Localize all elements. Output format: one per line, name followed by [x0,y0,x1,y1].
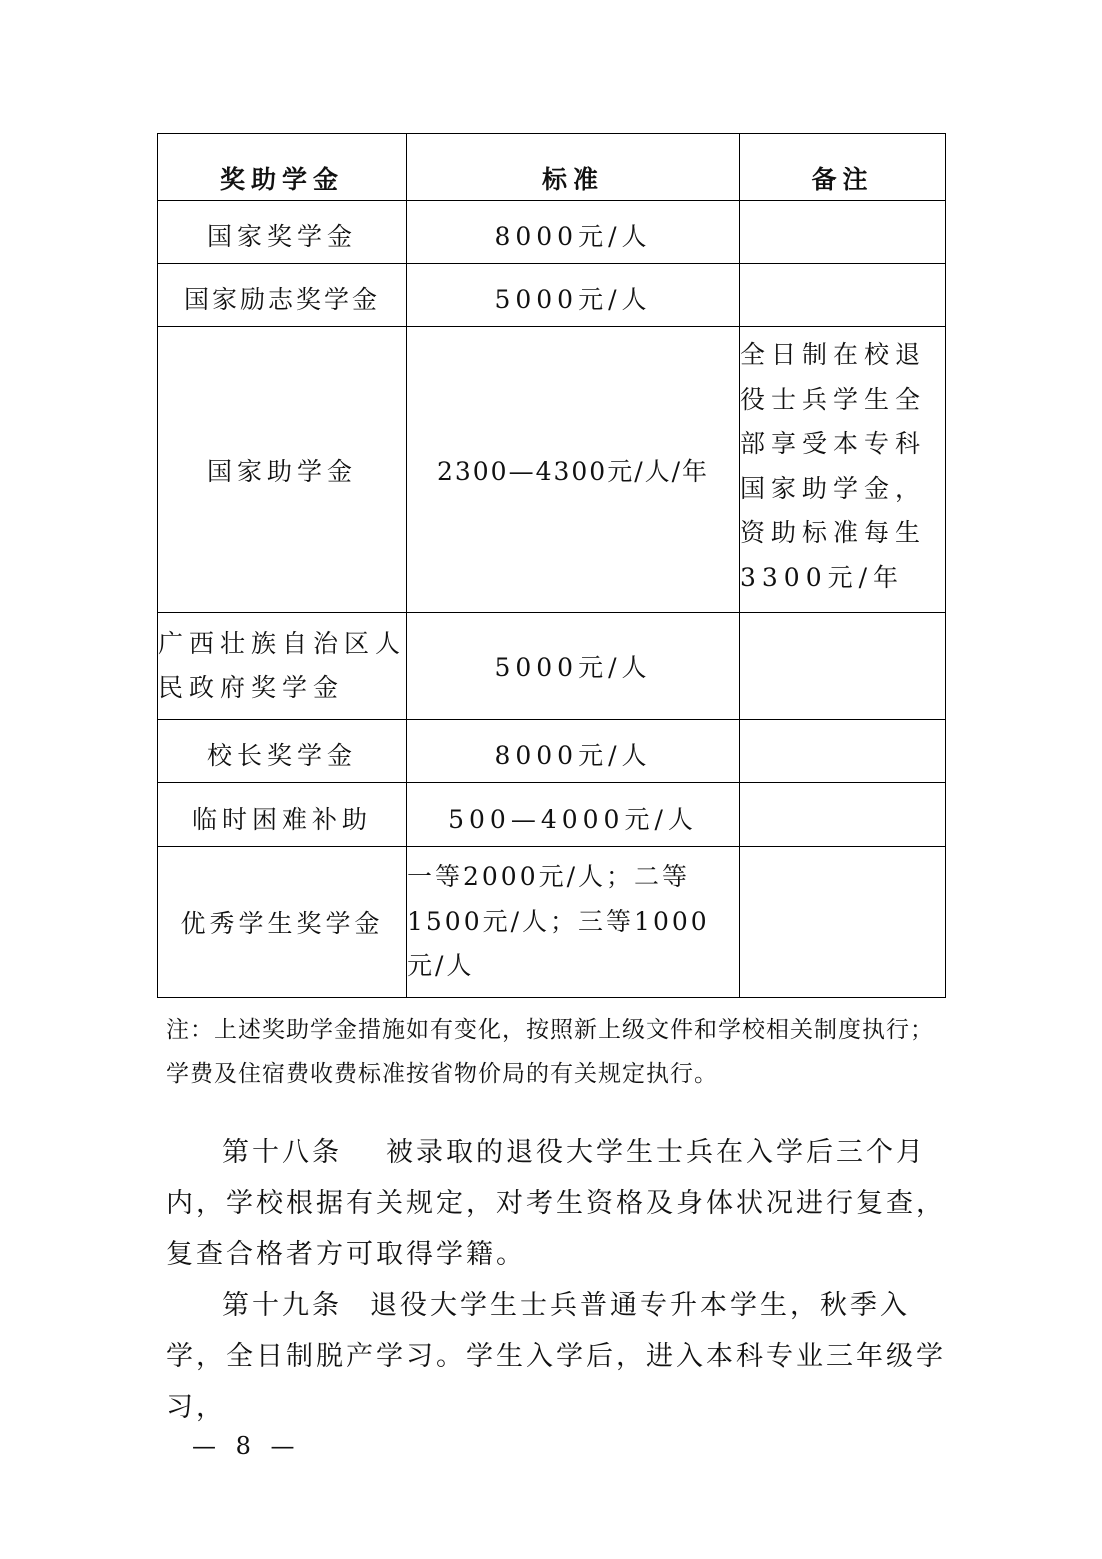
article-title: 第十九条 [222,1290,342,1321]
row-standard: 2300—4300元/人/年 [436,456,710,486]
row-name: 校长奖学金 [206,741,357,770]
table-row [158,327,946,613]
table-row [158,783,946,847]
row-remark [740,783,946,847]
row-remark [740,264,946,327]
table-row [158,847,946,998]
row-standard: 8000元/人 [494,741,652,770]
row-name: 广西壮族自治区人民政府奖学金 [158,628,407,702]
row-standard: 一等2000元/人；二等1500元/人；三等1000元/人 [407,862,710,981]
header-scholarship: 奖助学金 [158,134,407,201]
row-standard: 5000元/人 [494,653,652,682]
row-name: 国家励志奖学金 [183,285,380,314]
row-standard: 5000元/人 [494,285,652,314]
page-number: — 8 — [192,1432,301,1460]
article-19 [166,1280,956,1433]
article-text: 退役大学生士兵普通专升本学生，秋季入学，全日制脱产学习。学生入学后，进入本科专业三年级学习， [166,1290,946,1423]
row-standard: 500—4000元/人 [448,805,698,834]
row-standard: 8000元/人 [494,222,652,251]
row-remark [740,720,946,783]
header-remark: 备注 [740,134,946,201]
table-row [158,201,946,264]
row-name: 国家助学金 [206,456,357,486]
table-note: 注：上述奖助学金措施如有变化，按照新上级文件和学校相关制度执行；学费及住宿费收费标准按省物价局的有关规定执行。 [166,1017,934,1087]
table-row [158,613,946,720]
table-row [158,720,946,783]
article-text: 被录取的退役大学生士兵在入学后三个月内，学校根据有关规定，对考生资格及身体状况进行复查，复查合格者方可取得学籍。 [166,1137,946,1270]
header-standard: 标准 [407,134,740,201]
row-remark [740,847,946,998]
table-header-row [158,134,946,201]
table-row [158,264,946,327]
article-18 [166,1127,956,1280]
article-title: 第十八条 [222,1137,342,1168]
row-name: 临时困难补助 [191,805,372,834]
scholarship-table [157,133,946,998]
row-remark [740,201,946,264]
row-remark [740,613,946,720]
row-remark: 全日制在校退役士兵学生全部享受本专科国家助学金，资助标准每生3300元/年 [740,340,927,592]
row-name: 国家奖学金 [206,222,357,251]
row-name: 优秀学生奖学金 [180,909,384,938]
